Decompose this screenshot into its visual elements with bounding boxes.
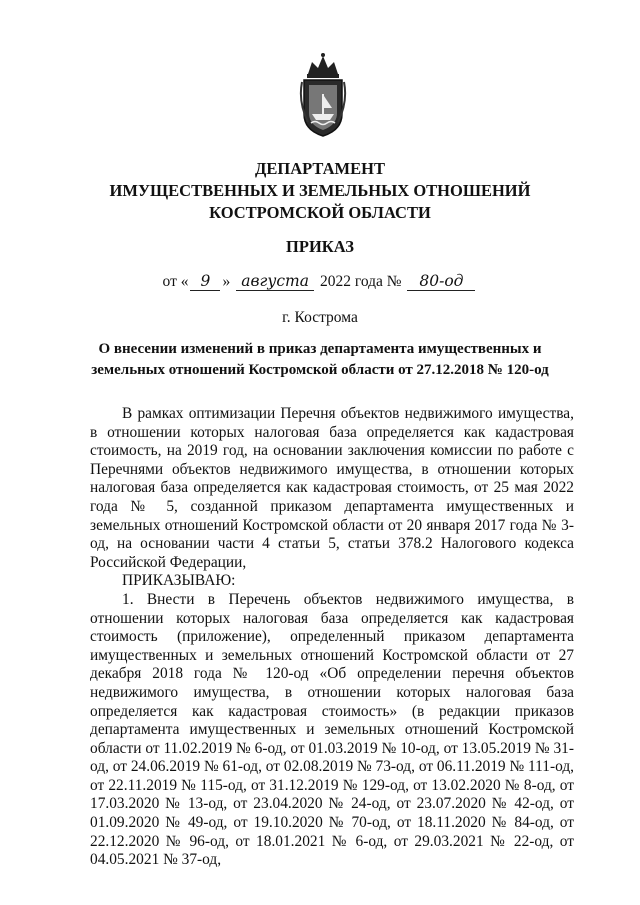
- coat-of-arms-icon: [298, 52, 348, 138]
- document-body: [90, 405, 574, 870]
- date-day-handwritten: 9: [190, 272, 220, 291]
- order-number-handwritten: 80-од: [407, 272, 475, 291]
- date-year-text: 2022 года №: [319, 273, 402, 290]
- department-line-3: КОСТРОМСКОЙ ОБЛАСТИ: [209, 203, 431, 222]
- body-paragraph-1: В рамках оптимизации Перечня объектов недвижимого имущества, в отношении которых налоговая база определяется как кадастровая стоимость, на 2019 год, на основании заключения комиссии по работе с Перечнями объектов недвижимого имущества, в отношении которых налоговая база определяется как кадастровая стоимость, от 25 мая 2022 года № 5, созданной приказом департамента имущественных и земельных отношений Костромской области от 20 января 2017 года № 3-од, на основании части 4 статьи 5, статьи 378.2 Налогового кодекса Российской Федерации,: [90, 405, 574, 571]
- document-title: ПРИКАЗ: [286, 237, 354, 256]
- city: г. Кострома: [282, 309, 358, 326]
- department-name: [0, 158, 640, 224]
- date-month-handwritten: августа: [236, 272, 314, 291]
- department-line-2: ИМУЩЕСТВЕННЫХ И ЗЕМЕЛЬНЫХ ОТНОШЕНИЙ: [109, 181, 531, 200]
- subject-line-1: О внесении изменений в приказ департамента имущественных и: [98, 341, 542, 357]
- date-line: [0, 272, 640, 291]
- department-line-1: ДЕПАРТАМЕНТ: [255, 159, 385, 178]
- date-mid: »: [222, 273, 231, 290]
- body-paragraph-order: ПРИКАЗЫВАЮ:: [122, 572, 236, 590]
- date-prefix: от «: [162, 273, 189, 290]
- order-subject: [90, 339, 550, 381]
- subject-line-2: земельных отношений Костромской области от 27.12.2018 № 120-од: [91, 362, 549, 378]
- body-paragraph-2: 1. Внести в Перечень объектов недвижимого имущества, в отношении которых налоговая база определяется как кадастровая стоимость (приложение), определенный приказом департамента имущественных и земельных отношений Костромской области от 27 декабря 2018 года № 120-од «Об определении перечня объектов недвижимого имущества, в отношении которых налоговая база определяется как кадастровая стоимость» (в редакции приказов департамента имущественных и земельных отношений Костромской области от 11.02.2019 № 6-од, от 01.03.2019 № 10-од, от 13.05.2019 № 31-од, от 24.06.2019 № 61-од, от 02.08.2019 № 73-од, от 06.11.2019 № 111-од, от 22.11.2019 № 115-од, от 31.12.2019 № 129-од, от 13.02.2020 № 8-од, от 17.03.2020 № 13-од, от 23.04.2020 № 24-од, от 23.07.2020 № 42-од, от 01.09.2020 № 49-од, от 19.10.2020 № 70-од, от 18.11.2020 № 84-од, от 22.12.2020 № 96-од, от 18.01.2021 № 6-од, от 29.03.2021 № 22-од, от 04.05.2021 № 37-од,: [90, 590, 574, 869]
